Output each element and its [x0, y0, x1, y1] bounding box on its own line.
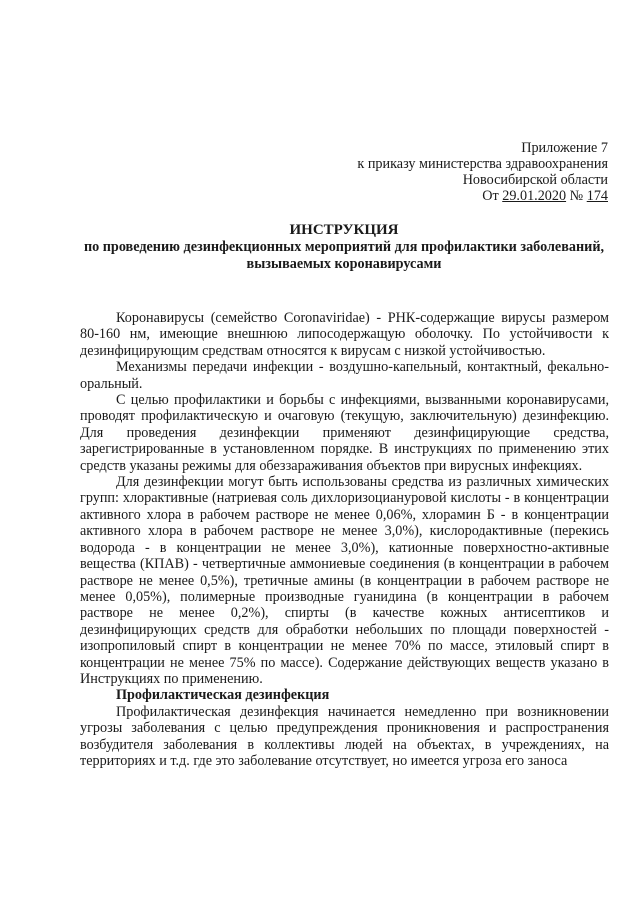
- annex-date-line: [357, 188, 608, 204]
- annex-header: [357, 140, 608, 204]
- paragraph-transmission: Механизмы передачи инфекции - воздушно-капельный, контактный, фекально-оральный.: [80, 359, 609, 392]
- document-subtitle: по проведению дезинфекционных мероприятий для профилактики заболеваний, вызываемых коронавирусами: [83, 239, 605, 272]
- paragraph-preventive-disinfection: Профилактическая дезинфекция начинается немедленно при возникновении угрозы заболевания с целью предупреждения проникновения и распространения возбудителя заболевания в коллективы людей на объектах, в учреждениях, на территориях и т.д. где это заболевание отсутствует, но имеется угроза его заноса: [80, 703, 609, 769]
- paragraph-disinfectant-groups: Для дезинфекции могут быть использованы средства из различных химических групп: хлорактивные (натриевая соль дихлоризоциануровой кислоты - в концентрации активного хлора в рабочем растворе не менее 0,06%, хлорамин Б - в концентрации активного хлора в рабочем растворе не менее 3,0%), кислородактивные (перекись водорода - в концентрации не менее 3,0%), катионные поверхностно-активные вещества (КПАВ) - четвертичные аммониевые соединения (в концентрации в рабочем растворе не менее 0,5%), третичные амины (в концентрации в рабочем растворе не менее 0,05%), полимерные производные гуанидина (в концентрации в рабочем растворе не менее 0,2%), спирты (в качестве кожных антисептиков и дезинфицирующих средств для обработки небольших по площади поверхностей - изопропиловый спирт в концентрации не менее 70% по массе, этиловый спирт в концентрации не менее 75% по массе). Содержание действующих веществ указано в Инструкциях по применению.: [80, 474, 609, 687]
- annex-date-prefix: От: [482, 188, 499, 204]
- annex-number-sign: №: [569, 188, 584, 204]
- document-heading: [80, 222, 608, 273]
- paragraph-disinfection-purpose: С целью профилактики и борьбы с инфекциями, вызванными коронавирусами, проводят профилактическую и очаговую (текущую, заключительную) дезинфекцию. Для проведения дезинфекции применяют дезинфицирующие средства, зарегистрированные в установленном порядке. В инструкциях по применению этих средств указаны режимы для обеззараживания объектов при вирусных инфекциях.: [80, 392, 609, 474]
- annex-region: Новосибирской области: [462, 172, 608, 188]
- annex-number: Приложение 7: [521, 140, 608, 156]
- annex-date: 29.01.2020: [502, 188, 567, 204]
- annex-order-reference: к приказу министерства здравоохранения: [357, 156, 608, 172]
- subheading-preventive-disinfection: Профилактическая дезинфекция: [116, 687, 330, 704]
- document-body: [80, 310, 609, 770]
- annex-order-number: 174: [586, 188, 608, 204]
- paragraph-coronavirus-description: Коронавирусы (семейство Coronaviridae) - РНК-содержащие вирусы размером 80-160 нм, имеющие внешнюю липосодержащую оболочку. По устойчивости к дезинфицирующим средствам относятся к вирусам с низкой устойчивостью.: [80, 310, 609, 359]
- document-title: ИНСТРУКЦИЯ: [289, 222, 399, 238]
